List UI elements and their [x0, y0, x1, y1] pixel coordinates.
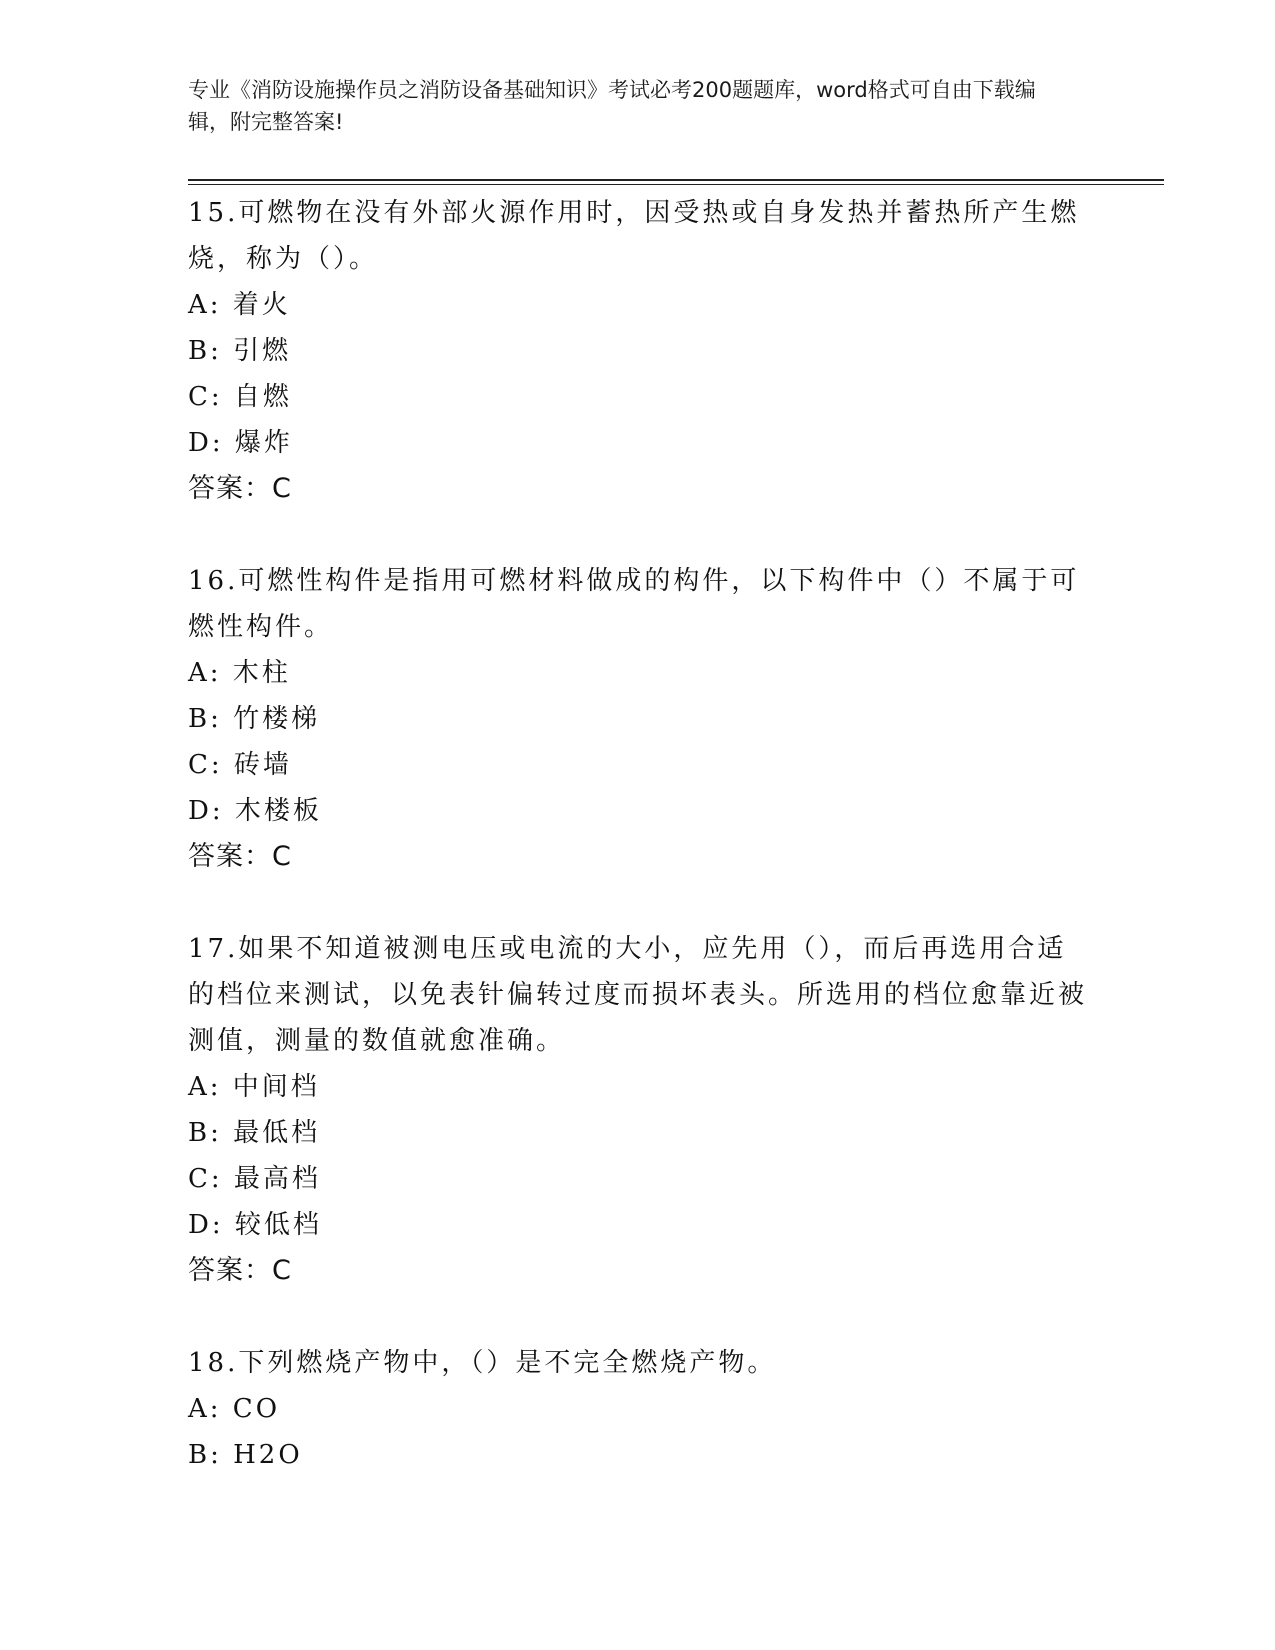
question-16 [188, 558, 1088, 880]
option-a: A: CO [188, 1394, 281, 1424]
answer-label: 答案：C [188, 841, 292, 872]
option-a: A: 中间档 [188, 1072, 320, 1102]
option-d: D: 爆炸 [188, 428, 293, 458]
option-c: C: 砖墙 [188, 750, 292, 780]
answer-label: 答案：C [188, 1255, 292, 1286]
question-list [188, 190, 1088, 1524]
header-divider-thin [188, 184, 1164, 185]
option-b: B: 引燃 [188, 336, 292, 366]
answer-label: 答案：C [188, 473, 292, 504]
question-17 [188, 926, 1088, 1294]
option-b: B: H2O [188, 1440, 303, 1470]
question-stem: 16.可燃性构件是指用可燃材料做成的构件，以下构件中（）不属于可燃性构件。 [188, 566, 1080, 642]
option-a: A: 木柱 [188, 658, 291, 688]
document-header: 专业《消防设施操作员之消防设备基础知识》考试必考200题题库，word格式可自由下载编辑，附完整答案! [188, 78, 1036, 134]
option-b: B: 最低档 [188, 1118, 321, 1148]
question-stem: 17.如果不知道被测电压或电流的大小，应先用（），而后再选用合适的档位来测试，以免表针偏转过度而损坏表头。所选用的档位愈靠近被测值，测量的数值就愈准确。 [188, 934, 1088, 1056]
option-c: C: 最高档 [188, 1164, 321, 1194]
option-d: D: 木楼板 [188, 796, 322, 826]
question-15 [188, 190, 1088, 512]
question-stem: 18.下列燃烧产物中，（）是不完全燃烧产物。 [188, 1348, 777, 1378]
header-divider-thick [188, 179, 1164, 181]
option-b: B: 竹楼梯 [188, 704, 321, 734]
option-a: A: 着火 [188, 290, 291, 320]
option-d: D: 较低档 [188, 1210, 322, 1240]
option-c: C: 自燃 [188, 382, 292, 412]
question-stem: 15.可燃物在没有外部火源作用时，因受热或自身发热并蓄热所产生燃烧，称为（）。 [188, 198, 1080, 274]
question-18 [188, 1340, 1088, 1478]
